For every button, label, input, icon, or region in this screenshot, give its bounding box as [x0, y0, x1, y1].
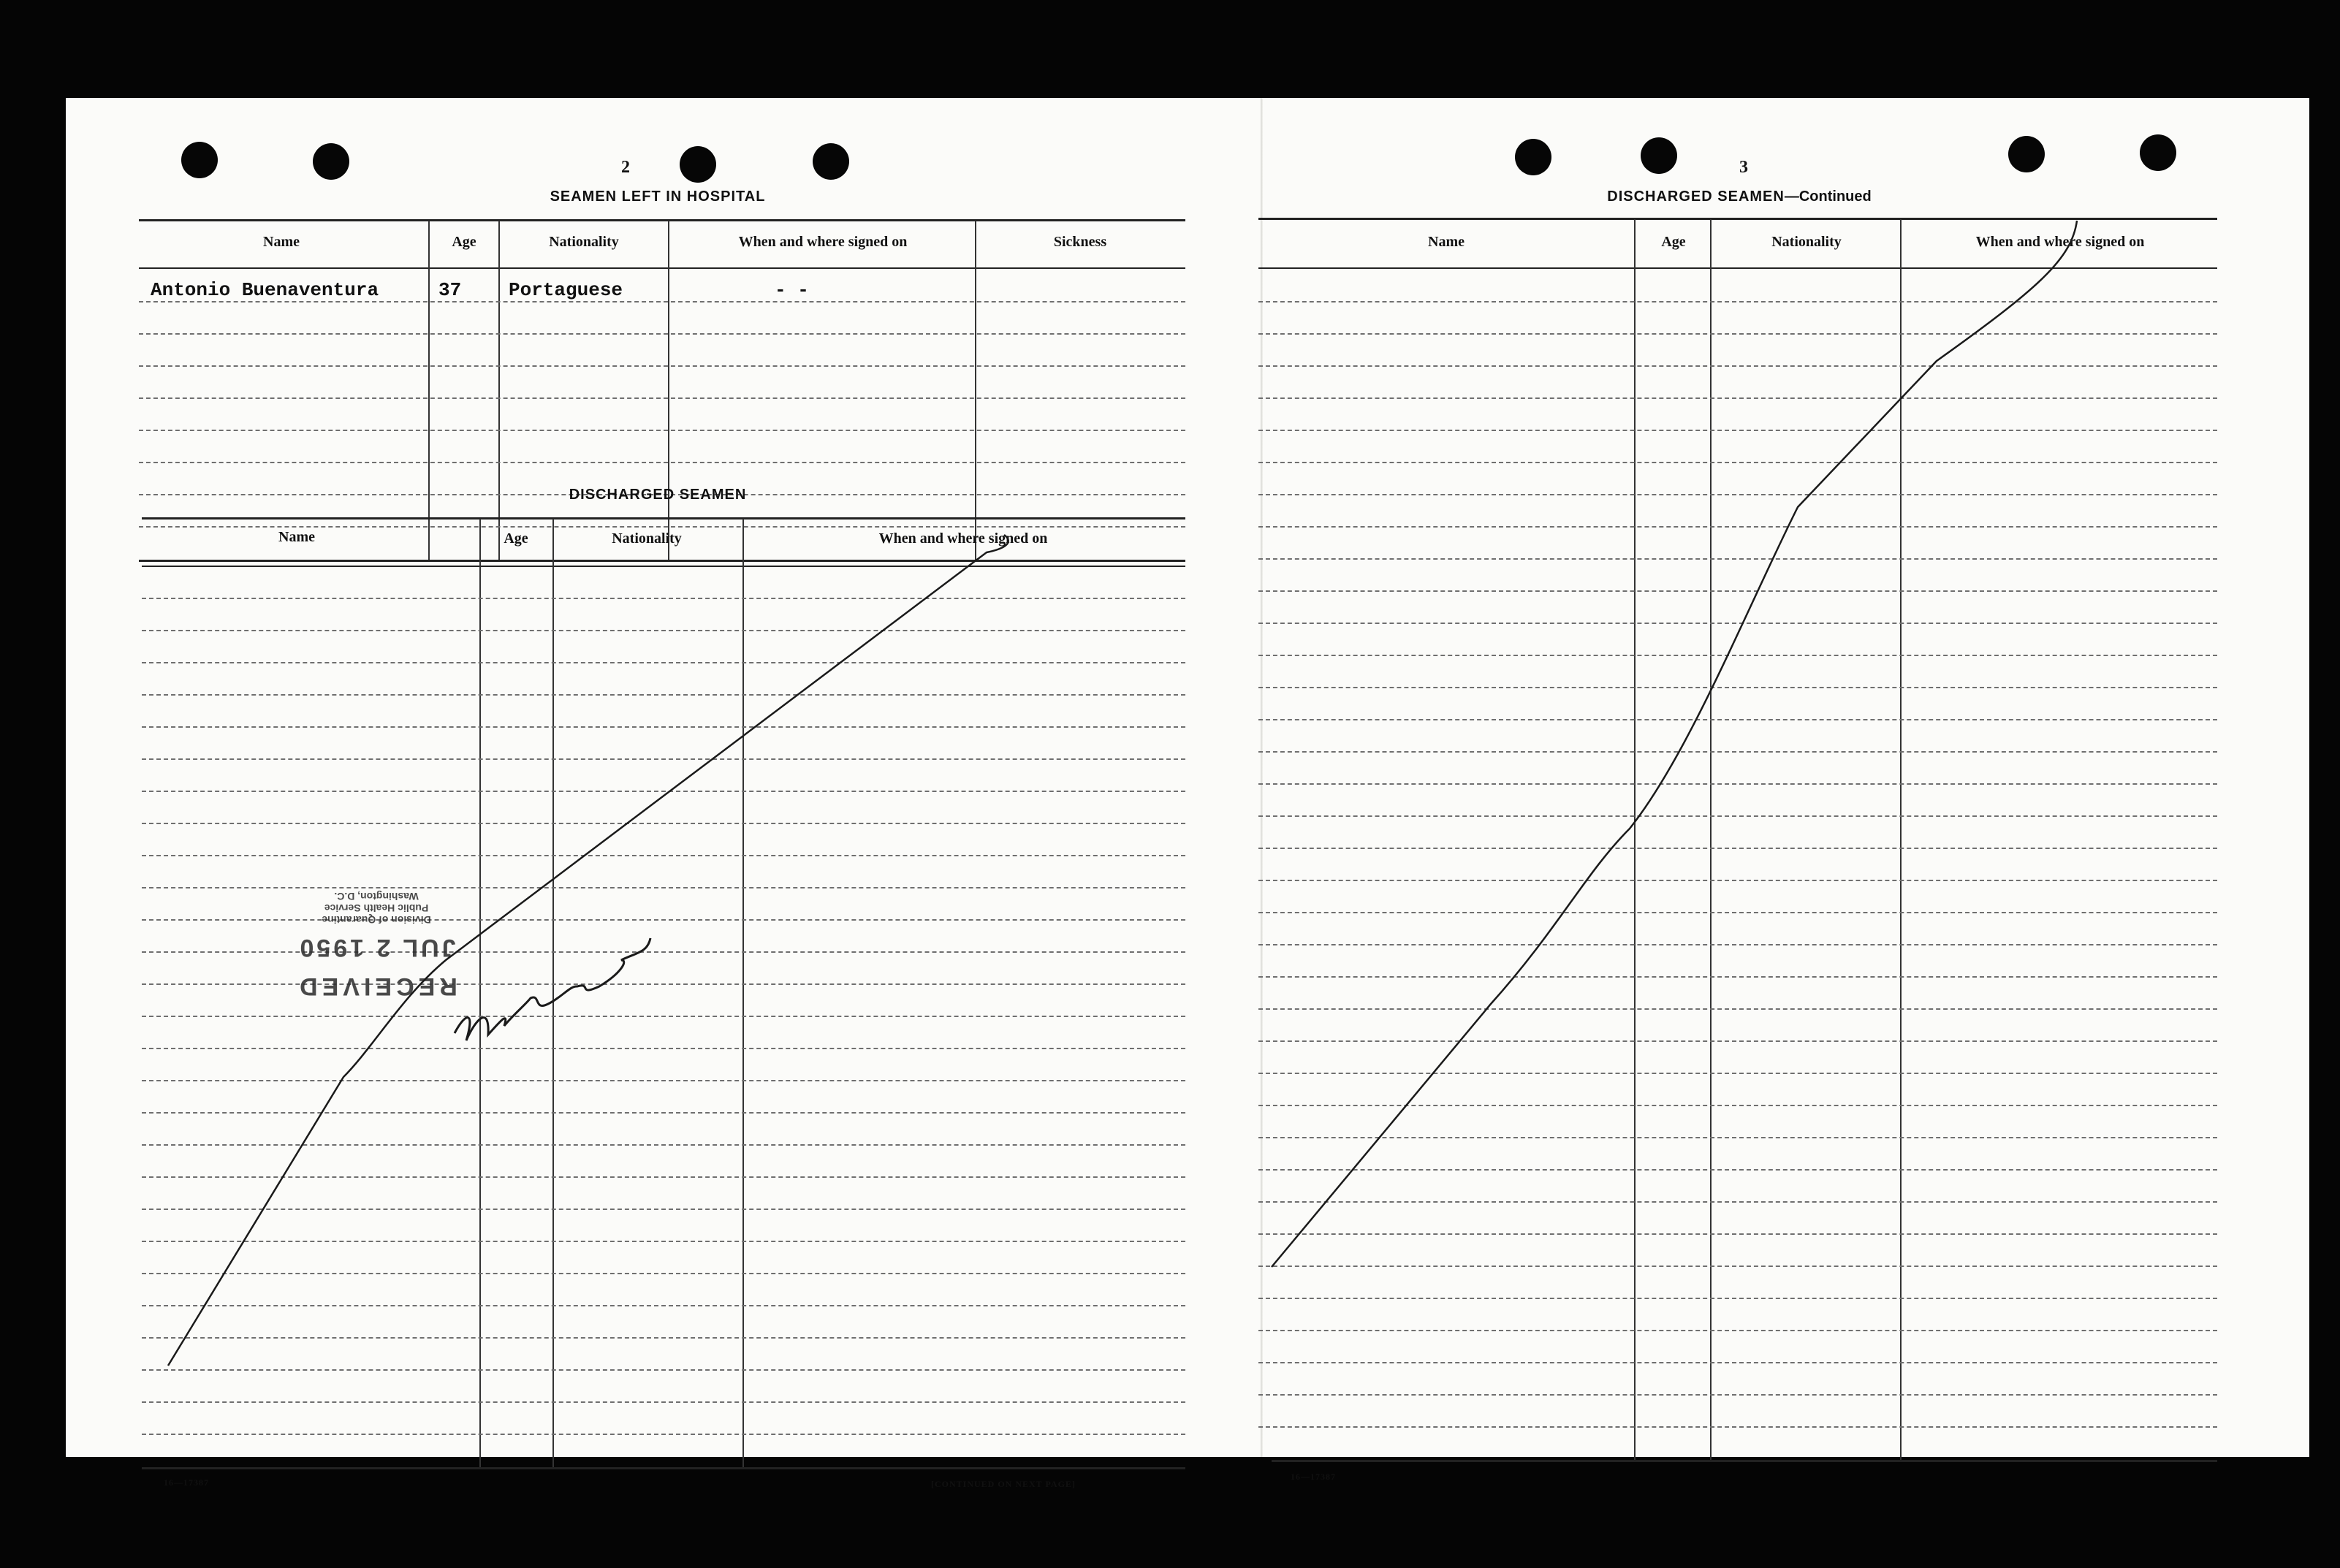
discharged-continued-title-main: DISCHARGED SEAMEN — [1607, 189, 1785, 205]
stamp-line: Division of Quarantine — [322, 914, 431, 926]
discharged-section-title: DISCHARGED SEAMEN — [569, 487, 747, 503]
col-header-sickness: Sickness — [1053, 234, 1107, 250]
col-header-name: Name — [278, 529, 315, 545]
continued-note: [CONTINUED ON NEXT PAGE] — [931, 1479, 1076, 1489]
cancel-stroke-right — [1272, 221, 2077, 1267]
form-number-left: 16—17387 — [164, 1477, 209, 1488]
right-table-bottom-rule — [1272, 1460, 2217, 1462]
col-header-signed-on: When and where signed on — [1975, 234, 2145, 250]
hospital-row-nationality: Portaguese — [509, 279, 623, 301]
stamp-date: JUL 2 1950 — [297, 934, 456, 962]
col-header-age: Age — [504, 530, 528, 547]
form-number-right: 16—17387 — [1291, 1472, 1336, 1482]
col-header-age: Age — [452, 234, 476, 250]
col-header-signed-on: When and where signed on — [878, 530, 1048, 547]
hospital-row-name: Antonio Buenaventura — [151, 279, 379, 301]
col-header-name: Name — [1428, 234, 1465, 250]
stamp-received: RECEIVED — [295, 973, 457, 1000]
page-number-left: 2 — [621, 158, 630, 177]
hospital-section-title: SEAMEN LEFT IN HOSPITAL — [550, 189, 766, 205]
col-header-nationality: Nationality — [549, 234, 619, 250]
hospital-row-age: 37 — [438, 279, 462, 301]
document-sheet — [66, 98, 2309, 1489]
handwriting-strokes — [66, 98, 2309, 1457]
col-header-nationality: Nationality — [1771, 234, 1842, 250]
discharged-continued-title-suffix: —Continued — [1784, 189, 1872, 205]
stamp-line: Public Health Service — [324, 902, 429, 914]
discharged-table-bottom-rule — [142, 1467, 1185, 1469]
col-header-signed-on: When and where signed on — [738, 234, 908, 250]
cancel-stroke-left — [168, 535, 1008, 1366]
stamp-line: Washington, D.C. — [334, 891, 419, 902]
handwritten-none-mark — [455, 938, 650, 1040]
col-header-age: Age — [1661, 234, 1686, 250]
page-number-right: 3 — [1739, 158, 1748, 177]
col-header-nationality: Nationality — [612, 530, 682, 547]
col-header-name: Name — [263, 234, 300, 250]
hospital-row-signed-on: - - — [775, 279, 809, 301]
